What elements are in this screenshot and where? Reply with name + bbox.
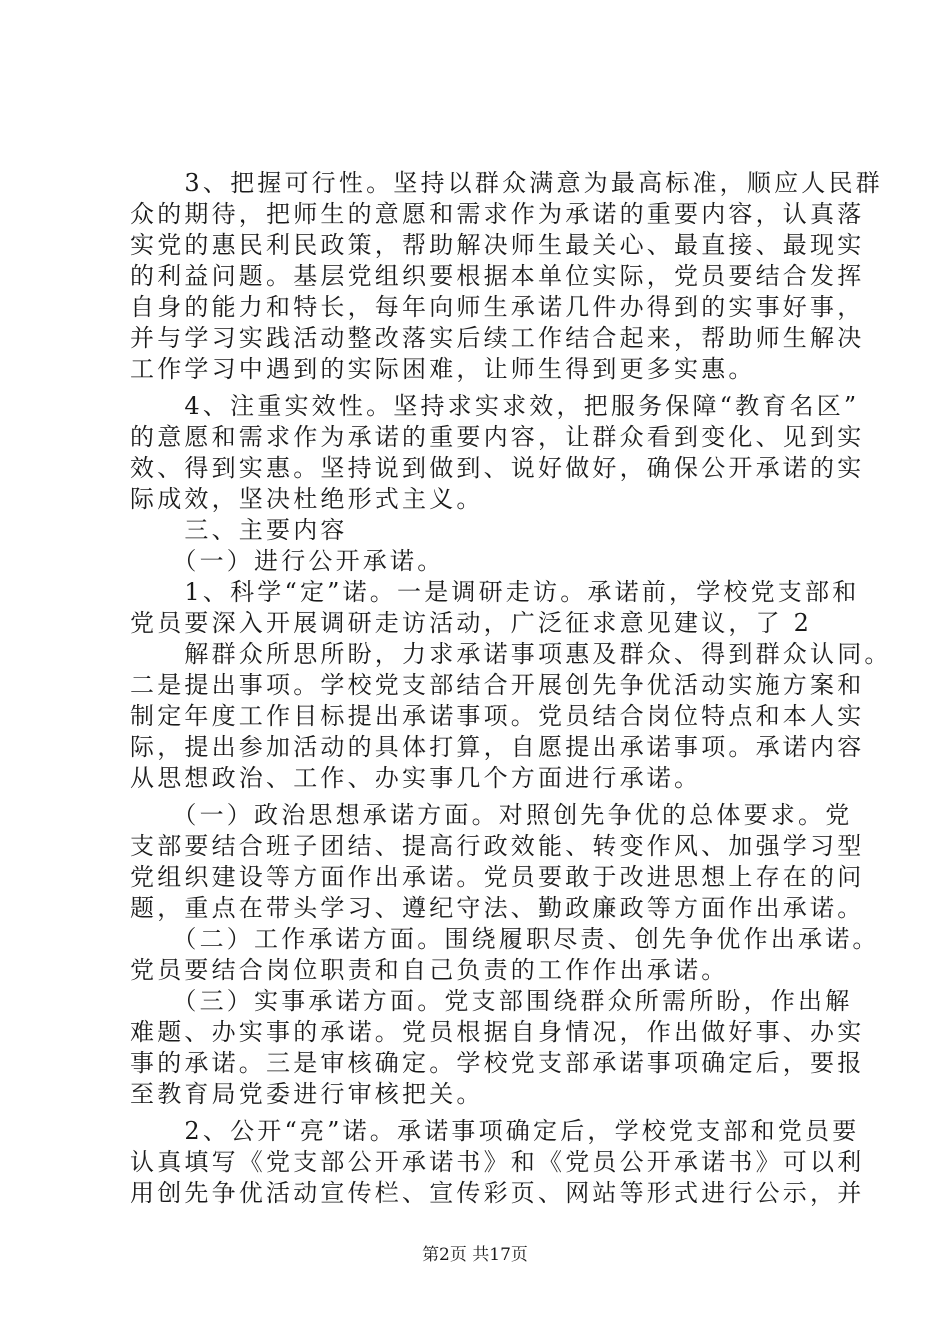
body-line: 党员要结合岗位职责和自己负责的工作作出承诺。 <box>130 956 729 984</box>
body-line: 际，提出参加活动的具体打算，自愿提出承诺事项。承诺内容 <box>130 733 865 761</box>
body-line: 效、得到实惠。坚持说到做到、说好做好，确保公开承诺的实 <box>130 454 865 482</box>
body-line: （二）工作承诺方面。围绕履职尽责、创先争优作出承诺。 <box>130 925 880 953</box>
body-line: 事的承诺。三是审核确定。学校党支部承诺事项确定后，要报 <box>130 1049 865 1077</box>
body-line: 从思想政治、工作、办实事几个方面进行承诺。 <box>130 764 702 792</box>
page-number-footer: 第2页 共17页 <box>422 1245 528 1265</box>
body-line: 党组织建设等方面作出承诺。党员要敢于改进思想上存在的问 <box>130 863 865 891</box>
body-line: 际成效，坚决杜绝形式主义。 <box>130 485 484 513</box>
body-line: 3、把握可行性。坚持以群众满意为最高标准，顺应人民群 <box>130 169 883 197</box>
body-line: 二是提出事项。学校党支部结合开展创先争优活动实施方案和 <box>130 671 865 699</box>
body-line: 认真填写《党支部公开承诺书》和《党员公开承诺书》可以利 <box>130 1148 865 1176</box>
body-line: 1、科学“定”诺。一是调研走访。承诺前，学校党支部和 <box>130 578 860 606</box>
body-line: 4、注重实效性。坚持求实求效，把服务保障“教育名区” <box>130 392 860 420</box>
body-line: 的意愿和需求作为承诺的重要内容，让群众看到变化、见到实 <box>130 423 865 451</box>
body-line: （一）政治思想承诺方面。对照创先争优的总体要求。党 <box>130 801 853 829</box>
document-body <box>130 168 892 1209</box>
body-line: 至教育局党委进行审核把关。 <box>130 1080 484 1108</box>
body-line: 支部要结合班子团结、提高行政效能、转变作风、加强学习型 <box>130 832 865 860</box>
subsection-heading: （一）进行公开承诺。 <box>130 547 445 575</box>
body-line: 解群众所思所盼，力求承诺事项惠及群众、得到群众认同。 <box>130 640 892 668</box>
body-line: 的利益问题。基层党组织要根据本单位实际，党员要结合发挥 <box>130 262 865 290</box>
body-line: 题，重点在带头学习、遵纪守法、勤政廉政等方面作出承诺。 <box>130 894 865 922</box>
section-heading: 三、主要内容 <box>130 516 348 544</box>
body-line: 众的期待，把师生的意愿和需求作为承诺的重要内容，认真落 <box>130 200 865 228</box>
body-line: （三）实事承诺方面。党支部围绕群众所需所盼，作出解 <box>130 987 853 1015</box>
body-line: 并与学习实践活动整改落实后续工作结合起来，帮助师生解决 <box>130 324 865 352</box>
body-line: 难题、办实事的承诺。党员根据自身情况，作出做好事、办实 <box>130 1018 865 1046</box>
body-line: 用创先争优活动宣传栏、宣传彩页、网站等形式进行公示，并 <box>130 1179 865 1207</box>
body-line: 工作学习中遇到的实际困难，让师生得到更多实惠。 <box>130 355 756 383</box>
body-line: 制定年度工作目标提出承诺事项。党员结合岗位特点和本人实 <box>130 702 865 730</box>
body-line: 2、公开“亮”诺。承诺事项确定后，学校党支部和党员要 <box>130 1117 860 1145</box>
body-line: 实党的惠民利民政策，帮助解决师生最关心、最直接、最现实 <box>130 231 865 259</box>
body-line: 党员要深入开展调研走访活动，广泛征求意见建议，了 2 <box>130 609 813 637</box>
body-line: 自身的能力和特长，每年向师生承诺几件办得到的实事好事， <box>130 293 865 321</box>
